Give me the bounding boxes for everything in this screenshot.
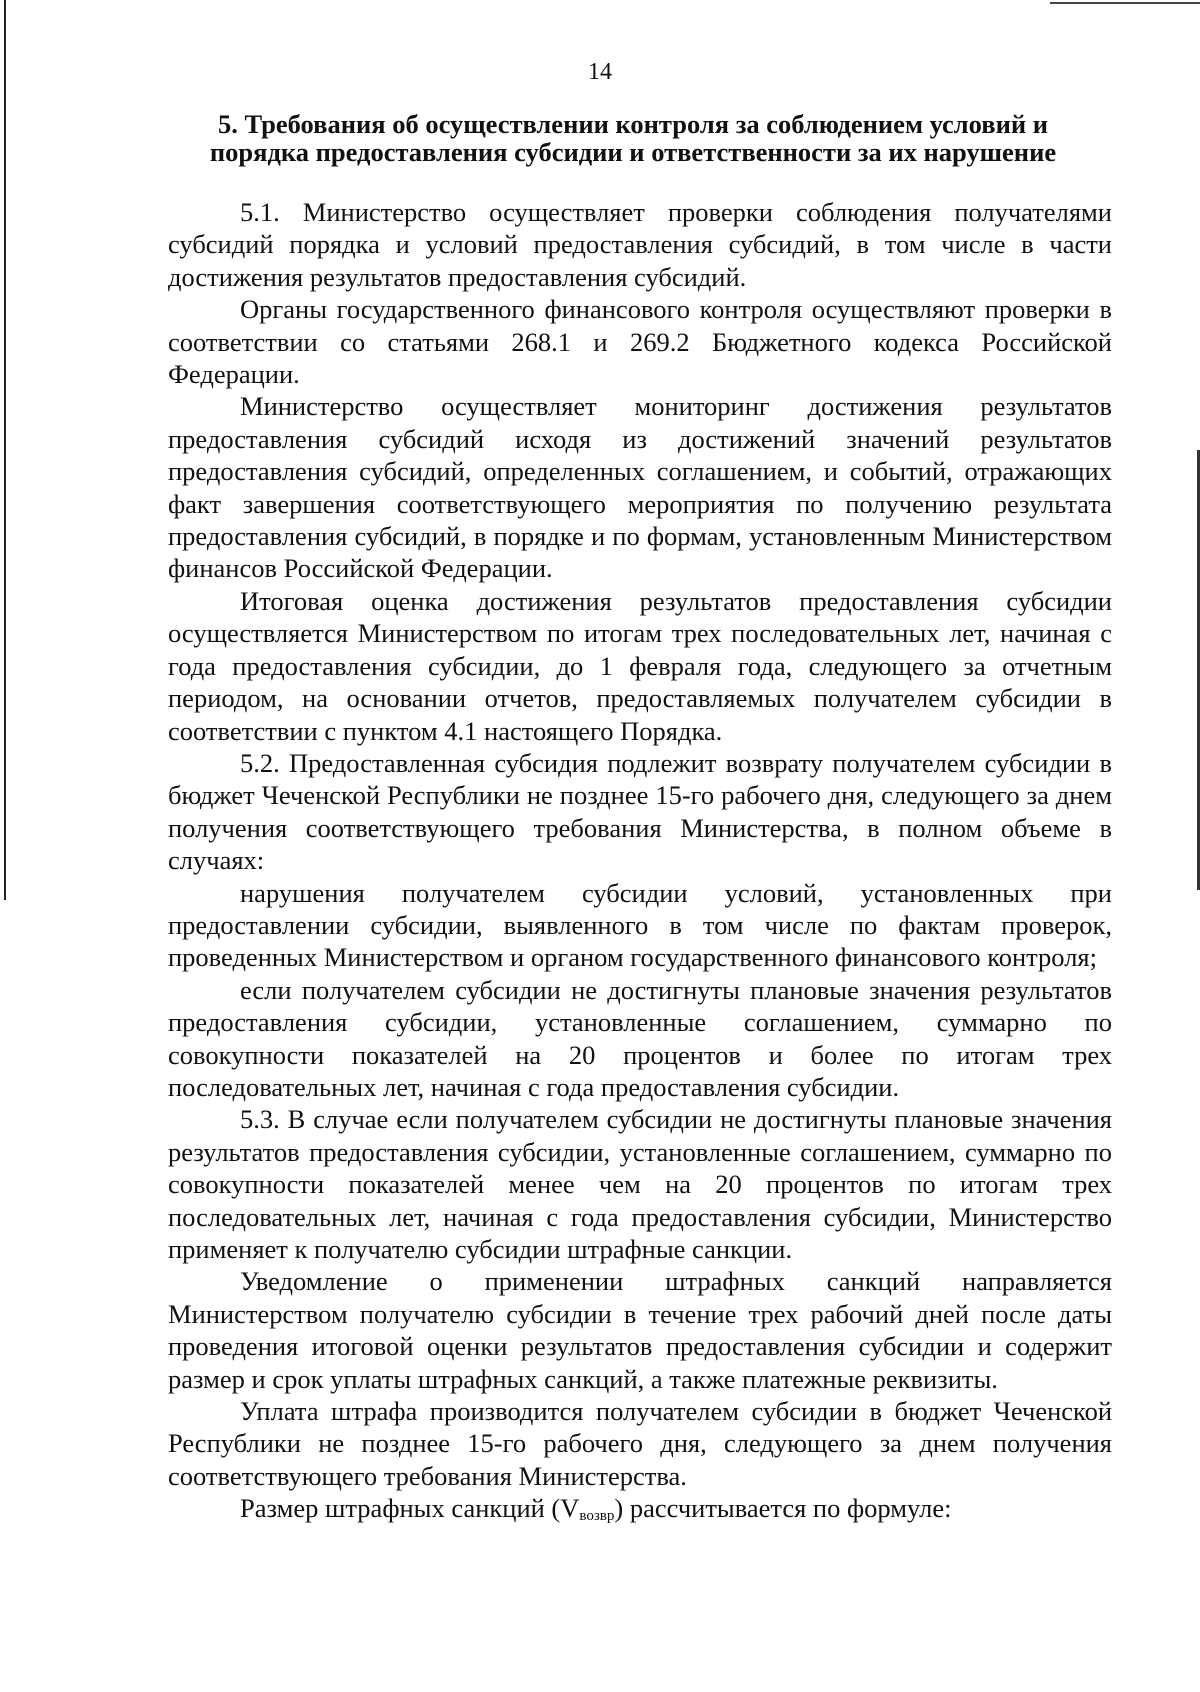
paragraph-notification: Уведомление о применении штрафных санкций направляется Министерством получателю субсидии в течение трех рабочий дней после даты проведения итоговой оценки результатов предоставления субсидии и содержит размер и срок уплаты штрафных санкций, а также платежные реквизиты.: [168, 1266, 1112, 1394]
section-heading: [168, 110, 1098, 166]
page-number: 14: [588, 59, 612, 85]
formula-intro: [168, 1492, 1112, 1532]
formula-subscript: возвр: [579, 1508, 615, 1525]
paragraph-not-achieved-case: если получателем субсидии не достигнуты плановые значения результатов предоставления субсидии, установленные соглашением, суммарно по совокупности показателей на 20 процентов и более по итогам трех последовательных лет, начиная с года предоставления субсидии.: [168, 974, 1112, 1102]
paragraph-final-assessment: Итоговая оценка достижения результатов предоставления субсидии осуществляется Министерством по итогам трех последовательных лет, начиная с года предоставления субсидии, до 1 февраля года, следующего за отчетным периодом, на основании отчетов, предоставляемых получателем субсидии в соответствии с пунктом 4.1 настоящего Порядка.: [168, 585, 1112, 746]
paragraph-5-3: 5.3. В случае если получателем субсидии не достигнуты плановые значения результатов предоставления субсидии, установленные соглашением, суммарно по совокупности показателей менее чем на 20 процентов по итогам трех последовательных лет, начиная с года предоставления субсидии, Министерство применяет к получателю субсидии штрафные санкции.: [168, 1104, 1112, 1264]
document-body: [168, 196, 1112, 1533]
scan-edge-top: [1050, 2, 1200, 4]
section-heading-line-2: порядка предоставления субсидии и ответственности за их нарушение: [209, 137, 1057, 167]
formula-intro-after: ) рассчитывается по формуле:: [614, 1493, 952, 1524]
formula-intro-before: Размер штрафных санкций (V: [240, 1493, 580, 1524]
paragraph-monitoring: Министерство осуществляет мониторинг достижения результатов предоставления субсидий исходя из достижений значений результатов предоставления субсидий, определенных соглашением, и событий, отражающих факт завершения соответствующего мероприятия по получению результата предоставления субсидий, в порядке и по формам, установленным Министерством финансов Российской Федерации.: [168, 391, 1112, 584]
paragraph-control-bodies: Органы государственного финансового контроля осуществляют проверки в соответствии со статьями 268.1 и 269.2 Бюджетного кодекса Российской Федерации.: [168, 294, 1112, 390]
paragraph-violation-case: нарушения получателем субсидии условий, установленных при предоставлении субсидии, выявленного в том числе по фактам проверок, проведенных Министерством и органом государственного финансового контроля;: [168, 877, 1112, 973]
paragraph-fine-payment: Уплата штрафа производится получателем субсидии в бюджет Чеченской Республики не позднее 15-го рабочего дня, следующего за днем получения соответствующего требования Министерства.: [168, 1396, 1112, 1491]
scan-edge-left: [4, 0, 6, 900]
paragraph-5-1: 5.1. Министерство осуществляет проверки соблюдения получателями субсидий порядка и условий предоставления субсидий, в том числе в части достижения результатов предоставления субсидий.: [168, 197, 1112, 292]
paragraph-5-2: 5.2. Предоставленная субсидия подлежит возврату получателем субсидии в бюджет Чеченской Республики не позднее 15-го рабочего дня, следующего за днем получения соответствующего требования Министерства, в полном объеме в случаях:: [168, 747, 1112, 876]
section-heading-line-1: 5. Требования об осуществлении контроля за соблюдением условий и: [217, 109, 1049, 139]
